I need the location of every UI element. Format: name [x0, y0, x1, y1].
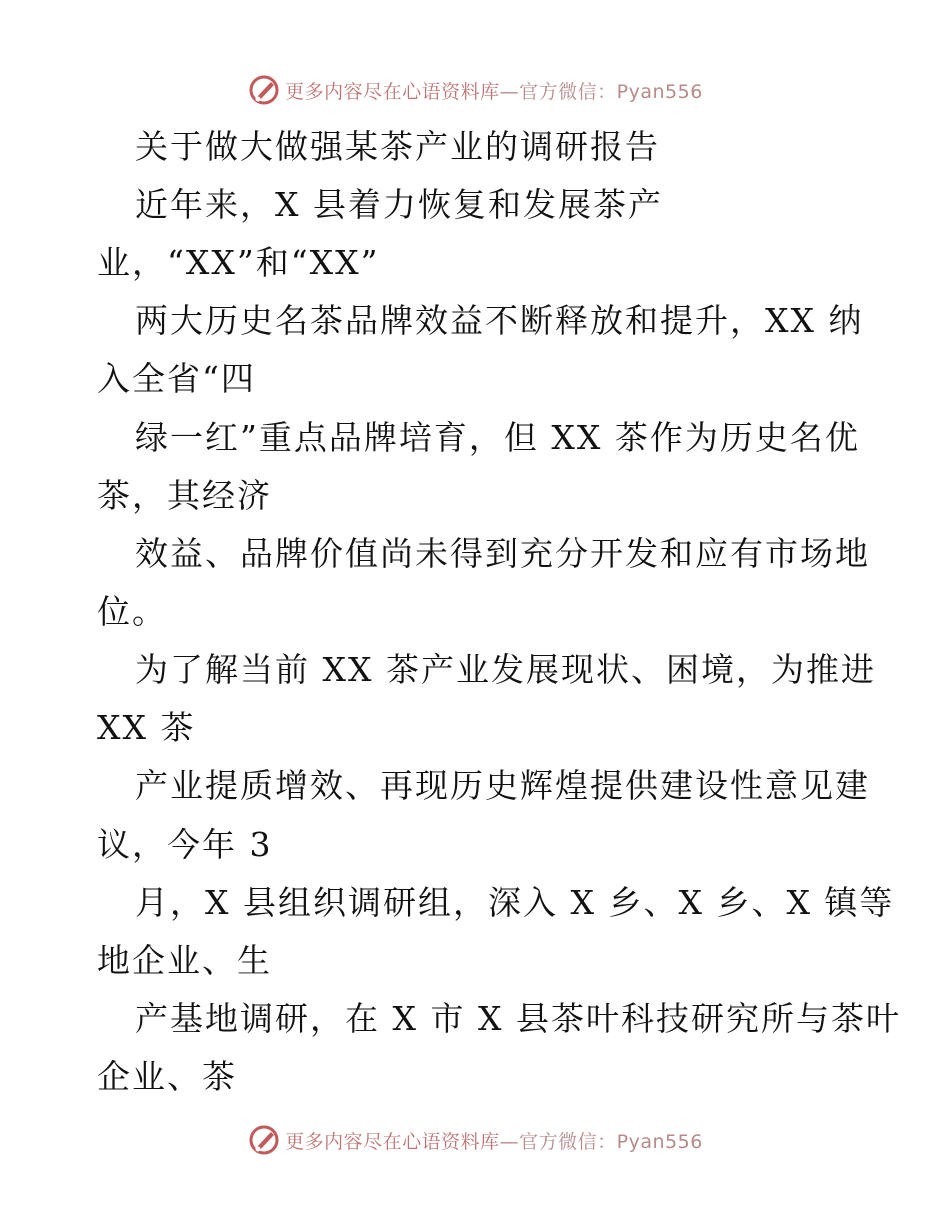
watermark-separator: —: [499, 1130, 520, 1153]
text-line: 月，X 县组织调研组，深入 X 乡、X 乡、X 镇等: [135, 883, 895, 922]
watermark-tail-text: 官方微信：Pyan556: [519, 80, 703, 103]
text-line: 茶，其经济: [97, 476, 272, 515]
text-line: 地企业、生: [97, 941, 272, 980]
watermark-separator: —: [499, 80, 520, 103]
watermark-main-text: 更多内容尽在心语资料库: [285, 1130, 500, 1153]
text-line: 议，今年 3: [97, 825, 273, 864]
text-line: 产基地调研，在 X 市 X 县茶叶科技研究所与茶叶: [135, 999, 901, 1038]
header-watermark: [0, 70, 950, 110]
text-line: 产业提质增效、再现历史辉煌提供建设性意见建: [135, 766, 870, 805]
text-line: 业，“XX”和“XX”: [97, 243, 380, 282]
text-line: 两大历史名茶品牌效益不断释放和提升，XX 纳: [135, 301, 864, 340]
document-title: 关于做大做强某茶产业的调研报告: [135, 127, 660, 166]
watermark-text: [285, 77, 703, 104]
text-line: 入全省“四: [97, 359, 256, 398]
watermark-text: [285, 1127, 703, 1154]
watermark-main-text: 更多内容尽在心语资料库: [285, 80, 500, 103]
text-line: 为了解当前 XX 茶产业发展现状、困境，为推进: [135, 650, 876, 689]
footer-watermark: [0, 1120, 950, 1160]
pen-logo-icon: [247, 73, 281, 107]
text-line: 位。: [97, 592, 167, 631]
text-line: XX 茶: [97, 708, 196, 747]
pen-logo-icon: [247, 1123, 281, 1157]
text-line: 效益、品牌价值尚未得到充分开发和应有市场地: [135, 534, 870, 573]
watermark-tail-text: 官方微信：Pyan556: [519, 1130, 703, 1153]
text-line: 近年来，X 县着力恢复和发展茶产: [135, 185, 663, 224]
text-line: 企业、茶: [97, 1057, 237, 1096]
text-line: 绿一红”重点品牌培育，但 XX 茶作为历史名优: [135, 418, 860, 457]
